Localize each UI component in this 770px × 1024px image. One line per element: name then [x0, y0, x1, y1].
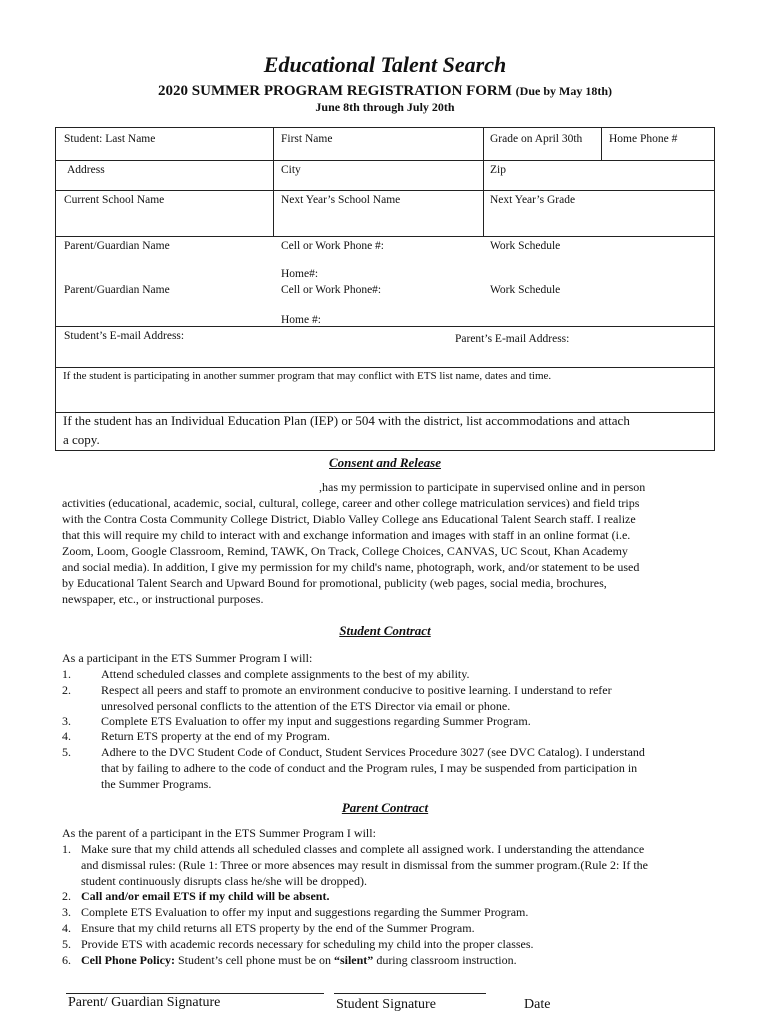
student-contract-num: 1.	[62, 667, 71, 681]
student-last-name-field[interactable]: Student: Last Name	[64, 133, 156, 145]
guardian1-cell-field[interactable]: Cell or Work Phone #:	[281, 240, 384, 252]
registration-table	[55, 127, 715, 451]
student-contract-item: Return ETS property at the end of my Program.	[101, 729, 330, 743]
program-dates: June 8th through July 20th	[315, 100, 455, 114]
iep-field[interactable]	[63, 411, 630, 449]
parent-contract-num: 3.	[62, 905, 71, 919]
parent-contract-num: 5.	[62, 937, 71, 951]
parent-contract-heading: Parent Contract	[341, 800, 429, 815]
cell-phone-policy-silent: “silent”	[333, 953, 374, 967]
parent-contract-item	[81, 952, 517, 968]
student-email-field[interactable]: Student’s E-mail Address:	[64, 330, 185, 342]
student-signature-line[interactable]	[334, 993, 486, 994]
student-contract-num: 5.	[62, 745, 71, 759]
address-field[interactable]: Address	[67, 164, 105, 176]
current-school-field[interactable]: Current School Name	[64, 194, 165, 206]
student-contract-item: Respect all peers and staff to promote an environment conducive to positive learning. I understand to refer	[101, 683, 612, 697]
student-contract-num: 3.	[62, 714, 71, 728]
parent-contract-item: Complete ETS Evaluation to offer my input and suggestions regarding the Summer Program.	[81, 905, 529, 919]
parent-signature-line[interactable]	[66, 993, 324, 994]
row-divider	[56, 326, 714, 327]
other-program-field[interactable]: If the student is participating in another summer program that may conflict with ETS list name, dates and time.	[63, 370, 552, 382]
parent-contract-item: Provide ETS with academic records necessary for scheduling my child into the proper classes.	[81, 937, 534, 951]
student-contract-item: Adhere to the DVC Student Code of Conduct, Student Services Procedure 3027 (see DVC Catalog). I understand	[101, 745, 645, 759]
parent-email-field[interactable]: Parent’s E-mail Address:	[455, 333, 570, 345]
row-divider	[56, 190, 714, 191]
cell-phone-policy-label: Cell Phone Policy:	[81, 953, 175, 967]
form-title: Educational Talent Search	[263, 52, 507, 77]
consent-line: activities (educational, academic, social, cultural, college, career and other college matriculation services) and field trips	[62, 496, 640, 510]
consent-line: newspaper, etc., or instructional purposes.	[62, 592, 264, 606]
guardian2-home-field[interactable]: Home #:	[281, 314, 321, 326]
guardian2-cell-field[interactable]: Cell or Work Phone#:	[281, 284, 382, 296]
student-contract-intro: As a participant in the ETS Summer Program I will:	[62, 651, 313, 665]
parent-contract-item: student continuously disrupts class he/she will be dropped).	[81, 874, 367, 888]
consent-line: by Educational Talent Search and Upward Bound for promotional, publicity (web pages, social media, brochures,	[62, 576, 607, 590]
guardian1-home-field[interactable]: Home#:	[281, 268, 319, 280]
consent-line: Zoom, Loom, Google Classroom, Remind, TAWK, On Track, College Choices, CANVAS, UC Scout, Khan Academy	[62, 544, 628, 558]
parent-contract-item: Make sure that my child attends all scheduled classes and complete all assigned work. I understanding the attendance	[81, 842, 645, 856]
cell-phone-policy-text: Student’s cell phone must be on	[174, 953, 334, 967]
student-contract-num: 2.	[62, 683, 71, 697]
student-contract-item: the Summer Programs.	[101, 777, 212, 791]
due-date: (Due by May 18th)	[515, 84, 612, 98]
parent-contract-num: 2.	[62, 889, 71, 903]
iep-line-1: If the student has an Individual Education Plan (IEP) or 504 with the district, list accommodations and attach	[63, 413, 630, 428]
cell-phone-policy-text-end: during classroom instruction.	[373, 953, 517, 967]
parent-contract-num: 1.	[62, 842, 71, 856]
grade-field[interactable]: Grade on April 30th	[490, 133, 583, 145]
parent-contract-item: and dismissal rules: (Rule 1: Three or more absences may result in dismissal from the summer program.(Rule 2: If the	[81, 858, 648, 872]
student-signature-label: Student Signature	[336, 997, 436, 1012]
row-divider	[56, 236, 714, 237]
consent-line: that this will require my child to interact with and exchange information and images with staff in an online format (i.e.	[62, 528, 631, 542]
consent-heading: Consent and Release	[329, 455, 441, 470]
guardian2-name-field[interactable]: Parent/Guardian Name	[64, 284, 170, 296]
parent-signature-label: Parent/ Guardian Signature	[68, 995, 221, 1010]
consent-line: with the Contra Costa Community College District, Diablo Valley College ans Educational Talent Search staff. I realize	[62, 512, 636, 526]
registration-form-title: 2020 SUMMER PROGRAM REGISTRATION FORM	[158, 83, 512, 99]
consent-line: and social media). In addition, I give my permission for my child's name, photograph, work, and/or statement to be used	[62, 560, 640, 574]
row-divider	[56, 367, 714, 368]
iep-line-2: a copy.	[63, 432, 100, 447]
student-contract-heading: Student Contract	[339, 623, 431, 638]
guardian2-work-schedule-field[interactable]: Work Schedule	[490, 284, 561, 296]
col-divider	[601, 128, 602, 160]
student-contract-item: that by failing to adhere to the code of conduct and the Program rules, I may be suspended from participation in	[101, 761, 638, 775]
student-contract-item: unresolved personal conflicts to the attention of the ETS Director via email or phone.	[101, 699, 511, 713]
student-contract-item: Complete ETS Evaluation to offer my input and suggestions regarding Summer Program.	[101, 714, 531, 728]
row-divider	[56, 160, 714, 161]
parent-contract-intro: As the parent of a participant in the ETS Summer Program I will:	[62, 826, 376, 840]
first-name-field[interactable]: First Name	[281, 133, 333, 145]
student-contract-num: 4.	[62, 729, 71, 743]
next-grade-field[interactable]: Next Year’s Grade	[490, 194, 576, 206]
parent-contract-item: Ensure that my child returns all ETS property by the end of the Summer Program.	[81, 921, 475, 935]
zip-field[interactable]: Zip	[490, 164, 506, 176]
student-contract-item: Attend scheduled classes and complete assignments to the best of my ability.	[101, 667, 470, 681]
guardian1-work-schedule-field[interactable]: Work Schedule	[490, 240, 561, 252]
parent-contract-num: 6.	[62, 953, 71, 967]
col-divider	[273, 128, 274, 236]
date-label: Date	[524, 997, 551, 1012]
col-divider	[483, 128, 484, 236]
city-field[interactable]: City	[281, 164, 301, 176]
guardian1-name-field[interactable]: Parent/Guardian Name	[64, 240, 170, 252]
next-school-field[interactable]: Next Year’s School Name	[281, 194, 401, 206]
home-phone-field[interactable]: Home Phone #	[609, 133, 678, 145]
parent-contract-num: 4.	[62, 921, 71, 935]
form-subtitle	[0, 83, 770, 100]
parent-contract-item: Call and/or email ETS if my child will be absent.	[81, 889, 330, 903]
consent-line: ,has my permission to participate in supervised online and in person	[319, 480, 646, 494]
